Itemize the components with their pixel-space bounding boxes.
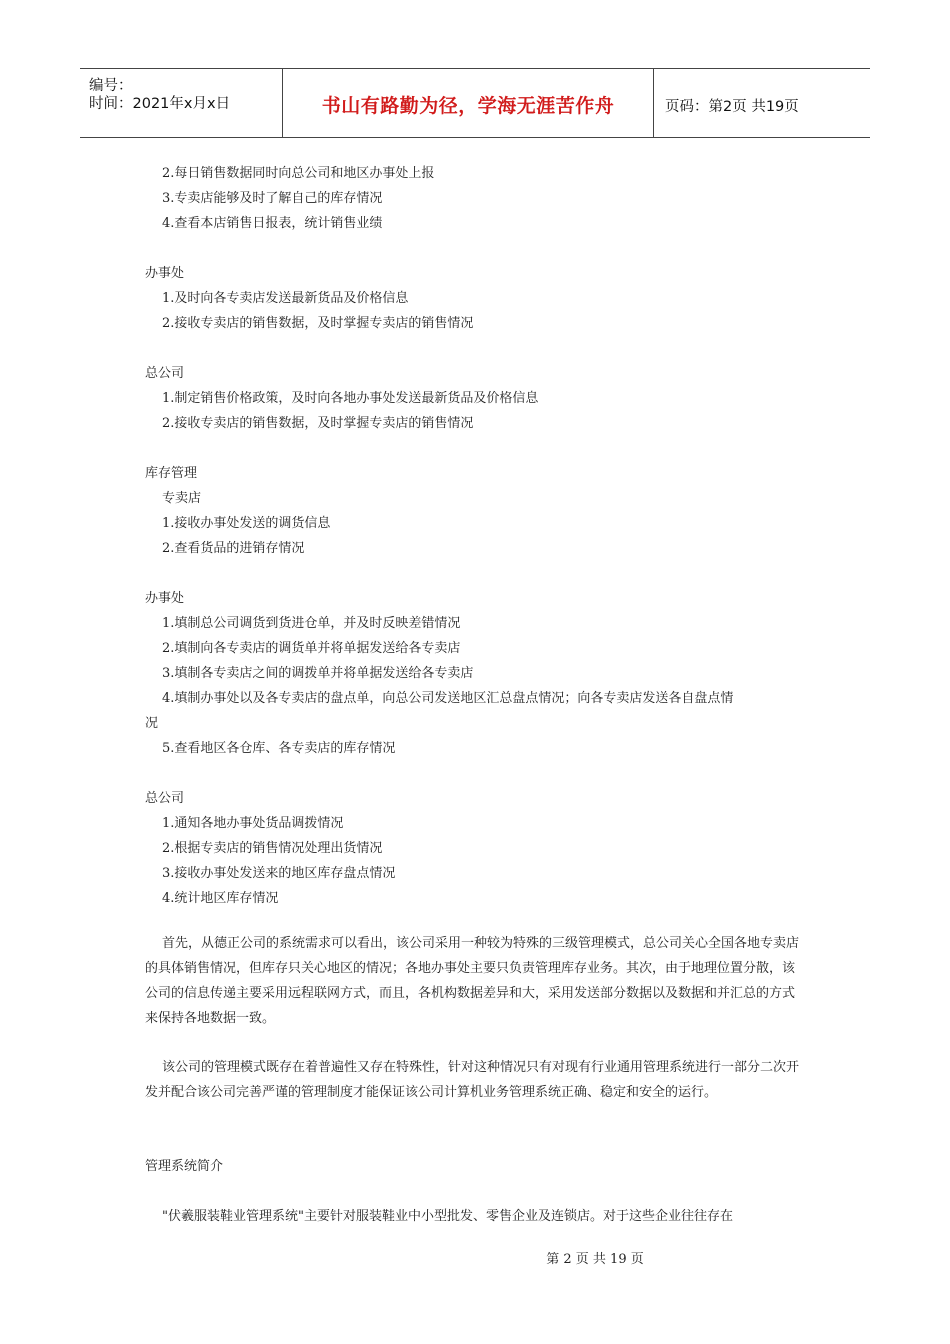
section-heading: 总公司 — [145, 791, 185, 806]
document-time-label: 时间：2021年x月x日 — [89, 96, 231, 112]
list-item: 4.填制办事处以及各专卖店的盘点单，向总公司发送地区汇总盘点情况；向各专卖店发送各自盘点情 — [162, 691, 734, 706]
document-number-label: 编号： — [89, 78, 133, 94]
list-item: 1.通知各地办事处货品调拨情况 — [162, 816, 344, 831]
list-item: 1.填制总公司调货到货进仓单，并及时反映差错情况 — [162, 616, 461, 631]
list-item: 1.制定销售价格政策，及时向各地办事处发送最新货品及价格信息 — [162, 391, 539, 406]
list-item: 3.填制各专卖店之间的调拨单并将单据发送给各专卖店 — [162, 666, 474, 681]
subsection-heading: 专卖店 — [162, 491, 202, 506]
body-paragraph: 首先，从德正公司的系统需求可以看出，该公司采用一种较为特殊的三级管理模式，总公司关心全国各地专卖店的具体销售情况，但库存只关心地区的情况；各地办事处主要只负责管理库存业务。其次，由于地理位置分散，该公司的信息传递主要采用远程联网方式，而且，各机构数据差异和大，采用发送部分数据以及数据和并汇总的方式来保持各地数据一致。 — [145, 936, 800, 1026]
footer-page-number: 第 2 页 共 19 页 — [546, 1252, 644, 1267]
list-item: 5.查看地区各仓库、各专卖店的库存情况 — [162, 741, 396, 756]
list-item: 2.查看货品的进销存情况 — [162, 541, 305, 556]
section-heading: 库存管理 — [145, 466, 198, 481]
page-footer — [0, 1248, 950, 1267]
header-page-info: 页码：第2页 共19页 — [665, 99, 799, 115]
list-item: 2.接收专卖店的销售数据，及时掌握专卖店的销售情况 — [162, 316, 474, 331]
section-heading: 管理系统简介 — [145, 1159, 224, 1174]
list-item: 2.根据专卖店的销售情况处理出货情况 — [162, 841, 383, 856]
list-item: 3.接收办事处发送来的地区库存盘点情况 — [162, 866, 396, 881]
header-motto: 书山有路勤为径，学海无涯苦作舟 — [321, 95, 615, 117]
list-item: 2.填制向各专卖店的调货单并将单据发送给各专卖店 — [162, 641, 461, 656]
section-heading: 办事处 — [145, 591, 185, 606]
list-item-continuation: 况 — [145, 716, 159, 731]
list-item: 4.查看本店销售日报表，统计销售业绩 — [162, 216, 383, 231]
body-paragraph: "伏羲服装鞋业管理系统"主要针对服装鞋业中小型批发、零售企业及连锁店。对于这些企业往往存在 — [162, 1209, 733, 1224]
list-item: 4.统计地区库存情况 — [162, 891, 279, 906]
list-item: 3.专卖店能够及时了解自己的库存情况 — [162, 191, 383, 206]
body-paragraph: 该公司的管理模式既存在着普遍性又存在特殊性，针对这种情况只有对现有行业通用管理系统进行一部分二次开发并配合该公司完善严谨的管理制度才能保证该公司计算机业务管理系统正确、稳定和安全的运行。 — [145, 1060, 800, 1100]
list-item: 1.及时向各专卖店发送最新货品及价格信息 — [162, 291, 409, 306]
list-item: 2.接收专卖店的销售数据，及时掌握专卖店的销售情况 — [162, 416, 474, 431]
section-heading: 总公司 — [145, 366, 185, 381]
list-item: 1.接收办事处发送的调货信息 — [162, 516, 331, 531]
section-heading: 办事处 — [145, 266, 185, 281]
list-item: 2.每日销售数据同时向总公司和地区办事处上报 — [162, 166, 435, 181]
